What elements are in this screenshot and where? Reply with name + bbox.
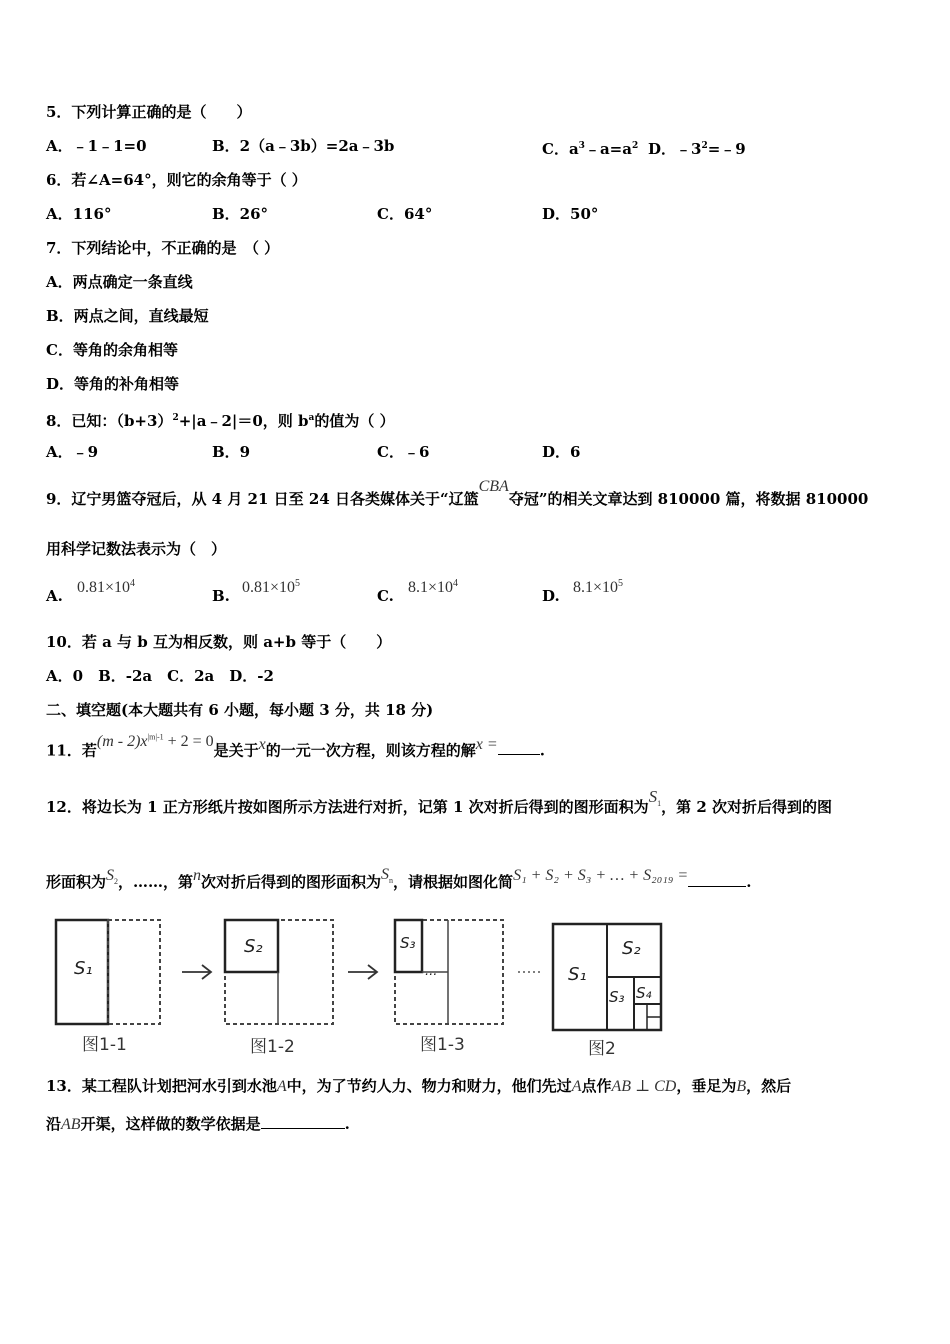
q8-option-b: B．9 <box>212 443 251 461</box>
q6-option-c: C．64° <box>377 205 433 223</box>
q10-options: A．0 B．-2a C．2a D．-2 <box>46 667 274 685</box>
q9-option-c: C. <box>377 587 394 605</box>
q5-option-c: C．$a^3﹣a=a^2$ <box>542 140 639 158</box>
q5-option-b: B．2（a﹣3b）=2a﹣3b <box>212 137 395 155</box>
q9-option-c-value: $8.1\times 10^4$ <box>408 578 459 596</box>
fig1-1-s1-label: S₁ <box>74 958 93 979</box>
q11-stem: 11．若$(m - 2)x^{|m|-1} + 2 = 0$是关于x的一元一次方程，则该方程的解x = . <box>46 733 545 760</box>
fig1-3-s3-label: S₃ <box>400 934 416 952</box>
folding-figure <box>48 912 668 1060</box>
fig1-2-caption: 图1-2 <box>250 1037 295 1057</box>
q6-option-a: A．116° <box>46 205 112 223</box>
q12-line1: 12．将边长为 1 正方形纸片按如图所示方法进行对折，记第 1 次对折后得到的图形面积为$S_1$，第 2 次对折后得到的图 <box>46 787 833 816</box>
q5-option-a: A．﹣1﹣1=0 <box>46 137 147 155</box>
fig1-1-caption: 图1-1 <box>82 1035 127 1055</box>
q6-option-b: B．26° <box>212 205 269 223</box>
q7-option-d: D．等角的补角相等 <box>46 375 180 393</box>
q9-option-d-value: $8.1\times 10^5$ <box>573 578 624 596</box>
q7-stem: 7．下列结论中，不正确的是 （ ） <box>46 239 280 257</box>
q9-option-d: D. <box>542 587 560 605</box>
q7-option-c: C．等角的余角相等 <box>46 341 178 359</box>
q9-option-b: B. <box>212 587 230 605</box>
q5-option-d: D．$﹣3^2=﹣9$ <box>648 140 746 158</box>
q9-option-a-value: $0.81\times 10^4$ <box>77 578 136 596</box>
q6-option-d: D．50° <box>542 205 599 223</box>
q9-option-a: A. <box>46 587 63 605</box>
fig2-caption: 图2 <box>588 1039 616 1059</box>
q8-option-d: D．6 <box>542 443 581 461</box>
q12-line2: 形面积为$S_2$，……，第n次对折后得到的图形面积为$S_n$，请根据如图化简S₁ + S₂ + S₃ + … + S₂₀₁₉ = . <box>46 866 752 891</box>
q5-stem: 5．下列计算正确的是（ ） <box>46 103 252 121</box>
q10-stem: 10．若 a 与 b 互为相反数，则 a+b 等于（ ） <box>46 633 392 651</box>
q7-option-a: A．两点确定一条直线 <box>46 273 193 291</box>
q13-line1: 13．某工程队计划把河水引到水池A中，为了节约人力、物力和财力，他们先过A点作AB ⊥ CD，垂足为B，然后 <box>46 1077 792 1095</box>
q9-line2: 用科学记数法表示为（ ） <box>46 540 227 558</box>
q8-stem: 8．已知：$(b+3)^2+|a﹣2|=0$，则 $b^a$的值为（ ） <box>46 412 395 430</box>
fig1-3-dots: ... <box>425 964 438 979</box>
q9-option-b-value: $0.81\times 10^5$ <box>242 578 301 596</box>
section-2-heading: 二、填空题(本大题共有 6 小题，每小题 3 分，共 18 分) <box>46 701 434 719</box>
fig2-s4-label: S₄ <box>636 984 652 1002</box>
q13-line2: 沿AB开渠，这样做的数学依据是 . <box>46 1115 350 1133</box>
q7-option-b: B．两点之间，直线最短 <box>46 307 209 325</box>
q8-option-a: A．﹣9 <box>46 443 99 461</box>
q6-stem: 6．若∠A=64°，则它的余角等于（ ） <box>46 171 307 189</box>
fig2-s1-label: S₁ <box>568 964 587 985</box>
folding-diagram <box>48 912 668 1060</box>
q9-stem: 9．辽宁男篮夺冠后，从 4 月 21 日至 24 日各类媒体关于“辽篮CBA夺冠”的相关文章达到 810000 篇，将数据 810000 <box>46 478 869 508</box>
fig1-3-caption: 图1-3 <box>420 1035 465 1055</box>
fig2-s2-label: S₂ <box>622 938 641 959</box>
q8-option-c: C．﹣6 <box>377 443 430 461</box>
fig1-1-dashed <box>108 920 160 1024</box>
fig1-2-s2-label: S₂ <box>244 936 263 957</box>
fig2-s3-label: S₃ <box>609 988 625 1006</box>
